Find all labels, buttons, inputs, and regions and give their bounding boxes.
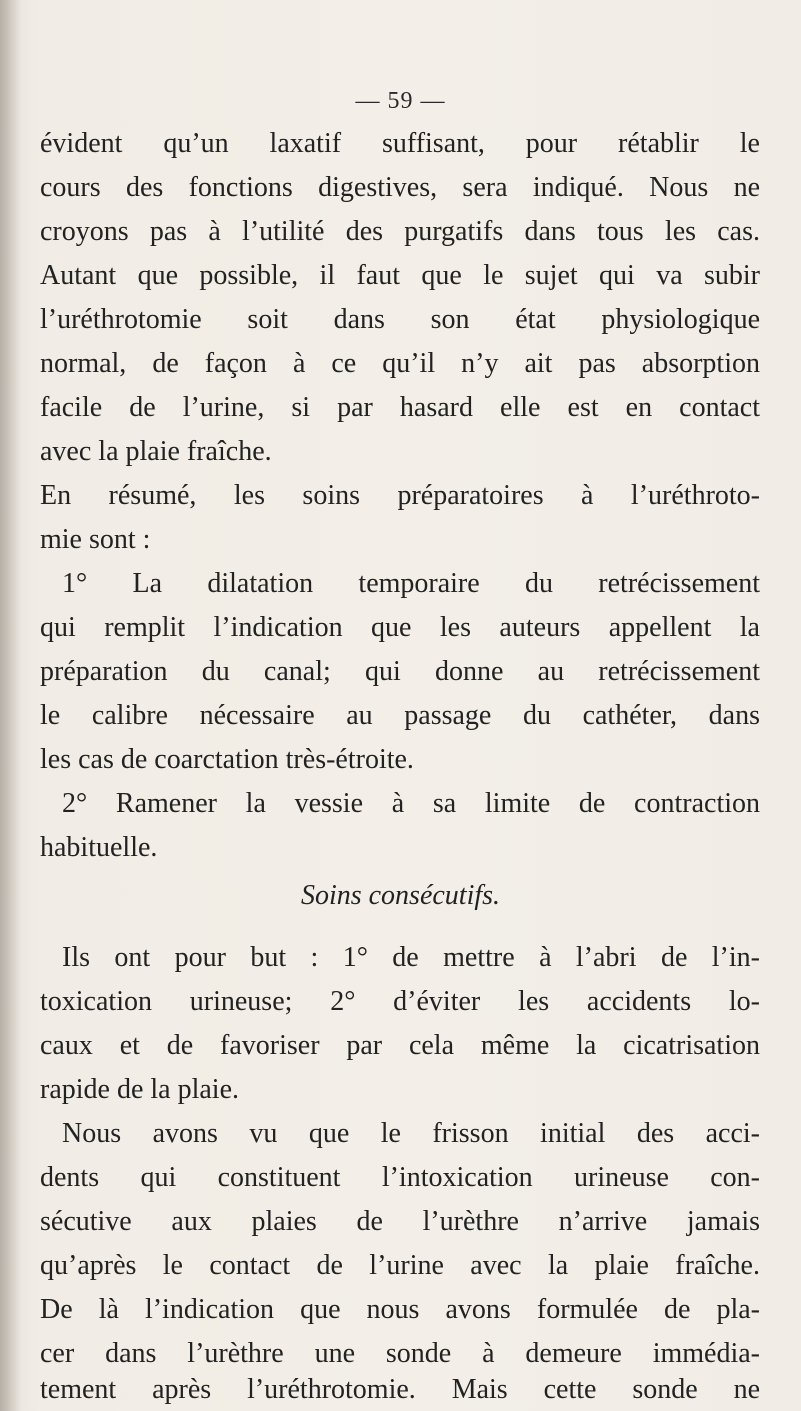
- text-line: l’uréthrotomie soit dans son état physiologique: [40, 304, 760, 335]
- text-line: cer dans l’urèthre une sonde à demeure immédia-: [40, 1338, 760, 1369]
- text-line: 2° Ramener la vessie à sa limite de contraction: [62, 788, 760, 819]
- text-line: normal, de façon à ce qu’il n’y ait pas absorption: [40, 348, 760, 379]
- text-line: habituelle.: [40, 832, 158, 863]
- text-line: sécutive aux plaies de l’urèthre n’arrive jamais: [40, 1206, 760, 1237]
- text-line: rapide de la plaie.: [40, 1074, 240, 1105]
- text-line: qui remplit l’indication que les auteurs appellent la: [40, 612, 760, 643]
- text-line: qu’après le contact de l’urine avec la plaie fraîche.: [40, 1250, 760, 1281]
- page-number: — 59 —: [355, 88, 446, 114]
- text-line: Nous avons vu que le frisson initial des acci-: [62, 1118, 760, 1149]
- section-title: Soins consécutifs.: [300, 880, 501, 911]
- text-line: le calibre nécessaire au passage du cathéter, dans: [40, 700, 760, 731]
- text-line: évident qu’un laxatif suffisant, pour rétablir le: [40, 128, 760, 159]
- text-line: Ils ont pour but : 1° de mettre à l’abri de l’in-: [62, 942, 760, 973]
- text-line: cours des fonctions digestives, sera indiqué. Nous ne: [40, 172, 760, 203]
- text-line: mie sont :: [40, 524, 151, 555]
- text-line: toxication urineuse; 2° d’éviter les accidents lo-: [40, 986, 760, 1017]
- text-line: avec la plaie fraîche.: [40, 436, 272, 467]
- text-line: caux et de favoriser par cela même la cicatrisation: [40, 1030, 760, 1061]
- text-line: dents qui constituent l’intoxication urineuse con-: [40, 1162, 760, 1193]
- text-line: En résumé, les soins préparatoires à l’uréthroto-: [40, 480, 760, 511]
- text-line: tement après l’uréthrotomie. Mais cette sonde ne: [40, 1374, 760, 1405]
- binding-shadow: [0, 0, 22, 1411]
- text-line: De là l’indication que nous avons formulée de pla-: [40, 1294, 760, 1325]
- text-line: 1° La dilatation temporaire du retrécissement: [62, 568, 760, 599]
- text-line: Autant que possible, il faut que le sujet qui va subir: [40, 260, 760, 291]
- text-line: les cas de coarctation très-étroite.: [40, 744, 414, 775]
- text-line: facile de l’urine, si par hasard elle est en contact: [40, 392, 760, 423]
- text-line: croyons pas à l’utilité des purgatifs dans tous les cas.: [40, 216, 760, 247]
- text-line: préparation du canal; qui donne au retrécissement: [40, 656, 760, 687]
